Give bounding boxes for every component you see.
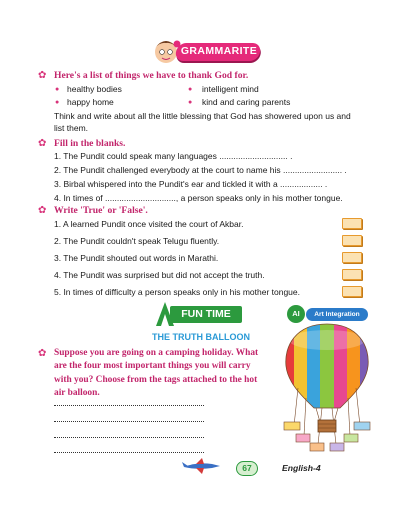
answer-line[interactable] <box>54 405 204 406</box>
bullet-icon: ● <box>55 86 60 93</box>
airplane-icon <box>182 458 222 474</box>
grammarite-banner <box>150 34 262 68</box>
ai-badge: AI <box>287 305 305 323</box>
q2-prompt: Fill in the blanks. <box>54 138 126 149</box>
tf-item: 2. The Pundit couldn't speak Telugu fluently. <box>54 236 220 246</box>
funtime-title: FUN TIME <box>170 306 242 323</box>
art-integration-label: Art Integration <box>306 308 368 321</box>
tf-item: 4. The Pundit was surprised but did not accept the truth. <box>54 270 265 280</box>
grammarite-title: GRAMMARITE <box>180 45 258 57</box>
flower-bullet-icon: ✿ <box>38 205 47 216</box>
q1-note: list them. <box>54 123 89 133</box>
flower-bullet-icon: ✿ <box>38 70 47 81</box>
flower-bullet-icon: ✿ <box>38 138 47 149</box>
bullet-icon: ● <box>188 99 193 106</box>
q1-item: intelligent mind <box>202 84 259 94</box>
balloon-illustration-icon <box>278 322 376 462</box>
answer-line[interactable] <box>54 452 204 453</box>
q3-prompt: Write 'True' or 'False'. <box>54 205 148 216</box>
blank-item: 4. In times of .............................., a person speaks only in his mother tongue. <box>54 193 343 203</box>
flower-bullet-icon: ✿ <box>38 348 47 359</box>
blank-item: 2. The Pundit challenged everybody at the court to name his ......................... . <box>54 165 347 175</box>
q1-item: healthy bodies <box>67 84 122 94</box>
funtime-banner <box>154 301 244 327</box>
answer-box[interactable] <box>342 286 362 297</box>
blank-item: 3. Birbal whispered into the Pundit's ear and tickled it with a .................. . <box>54 179 328 189</box>
answer-box[interactable] <box>342 269 362 280</box>
q1-prompt: Here's a list of things we have to thank God for. <box>54 70 249 81</box>
tf-item: 5. In times of difficulty a person speaks only in his mother tongue. <box>54 287 301 297</box>
bullet-icon: ● <box>188 86 193 93</box>
q1-item: kind and caring parents <box>202 97 291 107</box>
q1-item: happy home <box>67 97 114 107</box>
funtime-prompt: Suppose you are going on a camping holiday. What are the four most important things you will carry with you? Choose from the tags attached to the hot air balloon. <box>54 348 259 399</box>
blank-item: 1. The Pundit could speak many languages ............................. . <box>54 151 293 161</box>
answer-line[interactable] <box>54 421 204 422</box>
tf-item: 3. The Pundit shouted out words in Marathi. <box>54 253 219 263</box>
answer-box[interactable] <box>342 252 362 263</box>
tf-item: 1. A learned Pundit once visited the court of Akbar. <box>54 219 244 229</box>
funtime-subtitle: THE TRUTH BALLOON <box>152 332 250 342</box>
answer-line[interactable] <box>54 437 204 438</box>
book-label: English-4 <box>282 463 321 473</box>
answer-box[interactable] <box>342 218 362 229</box>
bullet-icon: ● <box>55 99 60 106</box>
q1-note: Think and write about all the little blessing that God has showered upon us and <box>54 111 351 121</box>
page-number: 67 <box>236 461 258 476</box>
answer-box[interactable] <box>342 235 362 246</box>
